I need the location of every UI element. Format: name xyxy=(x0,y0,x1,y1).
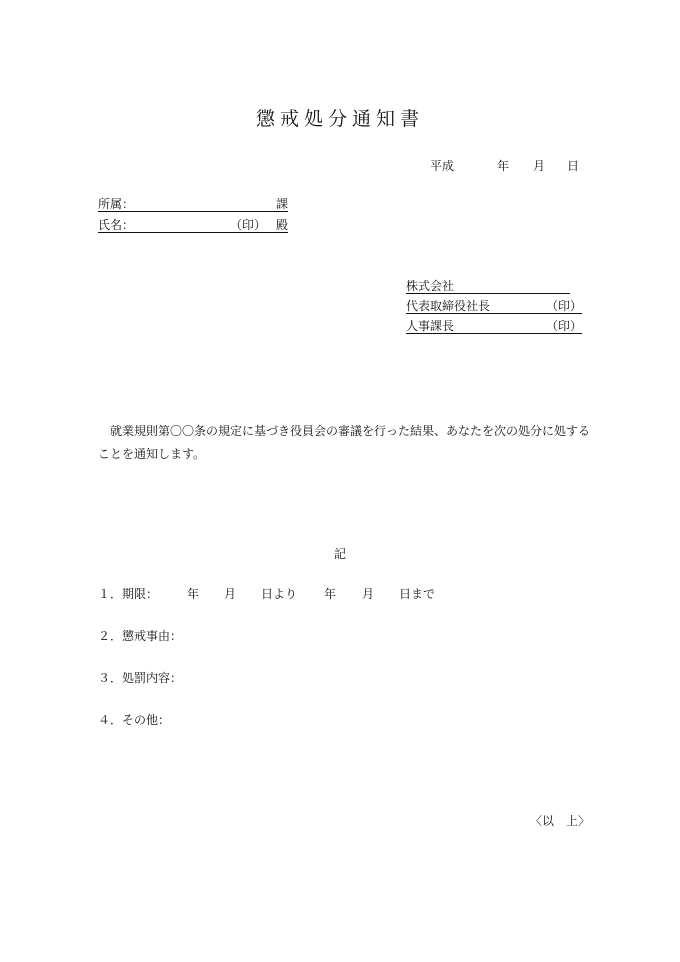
item-number: ４． xyxy=(98,713,123,727)
seal-mark: （印） xyxy=(230,218,267,232)
period-year-2: 年 xyxy=(324,587,337,601)
period-to: 日まで xyxy=(399,587,436,601)
hr-manager-seal: （印） xyxy=(545,319,582,333)
item-label: 処罰内容： xyxy=(122,671,183,685)
item-other xyxy=(98,711,170,728)
ki-heading: 記 xyxy=(333,547,346,561)
date-era: 平成 xyxy=(430,159,455,173)
president-seal: （印） xyxy=(545,299,582,313)
date-year: 年 xyxy=(497,159,510,173)
period-year-1: 年 xyxy=(187,587,200,601)
item-number: ３． xyxy=(98,671,123,685)
date-month: 月 xyxy=(533,159,546,173)
hr-manager-title: 人事課長 xyxy=(406,319,455,333)
item-label: 懲戒事由： xyxy=(122,629,183,643)
document-title: 懲戒処分通知書 xyxy=(255,108,424,130)
department-line xyxy=(98,195,288,212)
item-number: １． xyxy=(98,587,123,601)
name-label: 氏名： xyxy=(98,218,135,232)
period-from: 日より xyxy=(261,587,298,601)
item-label: 期限： xyxy=(122,587,159,601)
notice-body xyxy=(98,420,598,466)
department-suffix: 課 xyxy=(275,197,288,211)
hr-manager-line xyxy=(406,317,582,334)
president-title: 代表取締役社長 xyxy=(406,299,491,313)
item-reason xyxy=(98,627,182,644)
item-label: その他： xyxy=(122,713,171,727)
item-number: ２． xyxy=(98,629,123,643)
period-month-1: 月 xyxy=(224,587,237,601)
company-line xyxy=(406,277,570,294)
period-month-2: 月 xyxy=(362,587,375,601)
president-line xyxy=(406,297,582,314)
department-label: 所属： xyxy=(98,197,135,211)
item-period xyxy=(98,585,158,602)
company-name: 株式会社 xyxy=(406,279,455,293)
item-penalty xyxy=(98,669,182,686)
name-line xyxy=(98,216,288,233)
closing-mark: 〈以 上〉 xyxy=(530,814,591,828)
notice-body-text: 就業規則第〇〇条の規定に基づき役員会の審議を行った結果、あなたを次の処分に処することを通知します。 xyxy=(98,424,591,461)
date-day: 日 xyxy=(567,159,580,173)
honorific: 殿 xyxy=(275,218,288,232)
